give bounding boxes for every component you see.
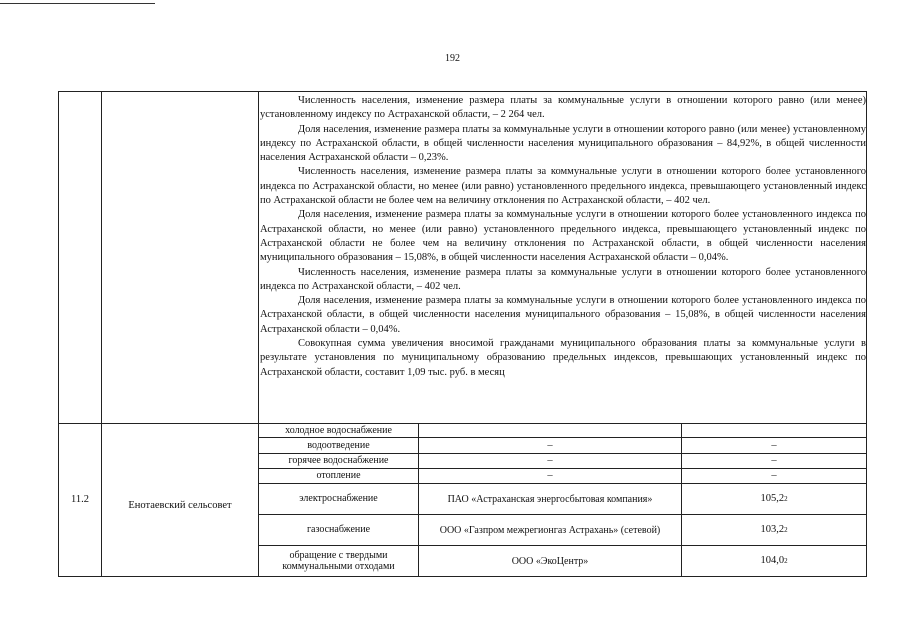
tariff-index: 103,2 2 [760,524,788,535]
provider-name: – [547,455,553,466]
service-name: электроснабжение [299,493,378,504]
tariff-index-value: 103,2 [760,524,785,535]
table-right-border [866,91,867,577]
table-top-border [58,91,867,92]
narrative-paragraph: Доля населения, изменение размера платы за коммунальные услуги в отношении которого более установленного индекса по Астраханской области, в общей численности населения муниципального образования – 15,08%, в общей численности населения Астраханской области – 0,04%. [260,295,866,335]
provider-name: ПАО «Астраханская энергосбытовая компания» [447,493,653,505]
narrative-paragraph: Совокупная сумма увеличения вносимой гражданами муниципального образования платы за коммунальные услуги в результате установления по муниципальному образованию предельных индексов, превышающих установленный индекс по Астраханской области, составит 1,09 тыс. руб. в месяц [260,338,866,378]
service-name: отопление [316,470,361,481]
narrative-paragraph: Численность населения, изменение размера платы за коммунальные услуги в отношении которого более установленного индекса по Астраханской области, но менее (или равно) установленного предельного индекса, превышающего установленный индекс по Астраханской области не более чем на величину отклонения по Астраханской области, – 402 чел. [260,166,866,207]
narrative-paragraph: Численность населения, изменение размера платы за коммунальные услуги в отношении которого более установленного индекса по Астраханской области, – 402 чел. [260,266,866,292]
service-name: водоотведение [307,439,370,451]
provider-name: – [547,470,553,481]
tariff-index: 105,2 2 [760,493,788,504]
service-name: горячее водоснабжение [288,455,389,466]
narrative-paragraph: Доля населения, изменение размера платы за коммунальные услуги в отношении которого равно (или менее) установленному индексу по Астраханской области, в общей численности населения муниципального образования – 84,92%, в общей численности населения Астраханской области – 0,23%. [260,123,866,164]
row-number: 11.2 [71,494,89,505]
tariff-index-value: 104,0 [760,555,785,566]
provider-name: – [547,439,553,451]
tariff-index: – [771,470,777,481]
service-name: холодное водоснабжение [285,424,392,436]
tariff-index-value: 105,2 [760,493,785,504]
provider-name: ООО «Газпром межрегионгаз Астрахань» (сетевой) [439,524,661,536]
municipality-name: Енотаевский сельсовет [128,500,232,511]
narrative-text [260,94,866,380]
narrative-paragraph: Доля населения, изменение размера платы за коммунальные услуги в отношении которого более установленного индекса по Астраханской области, но менее (или равно) установленного предельного индекса, превышающего установленный индекс по Астраханской области не более чем на величину отклонения по Астраханской области, в общей численности населения муниципального образования – 15,08%, в общей численности населения Астраханской области – 0,04%. [260,209,866,264]
tariff-index [682,424,866,437]
provider-name [419,424,681,437]
service-name: обращение с твердыми коммунальными отходами [282,550,395,572]
provider-name: ООО «ЭкоЦентр» [511,555,589,567]
page-number: 192 [445,53,460,64]
tariff-index: 104,0 2 [760,555,788,566]
narrative-paragraph: Численность населения, изменение размера платы за коммунальные услуги в отношении которого равно (или менее) установленному индексу по Астраханской области, – 2 264 чел. [260,95,866,121]
tariff-index: – [771,455,777,466]
tariff-index: – [771,439,777,451]
service-name: газоснабжение [306,524,371,535]
table-bottom-border [58,576,867,577]
